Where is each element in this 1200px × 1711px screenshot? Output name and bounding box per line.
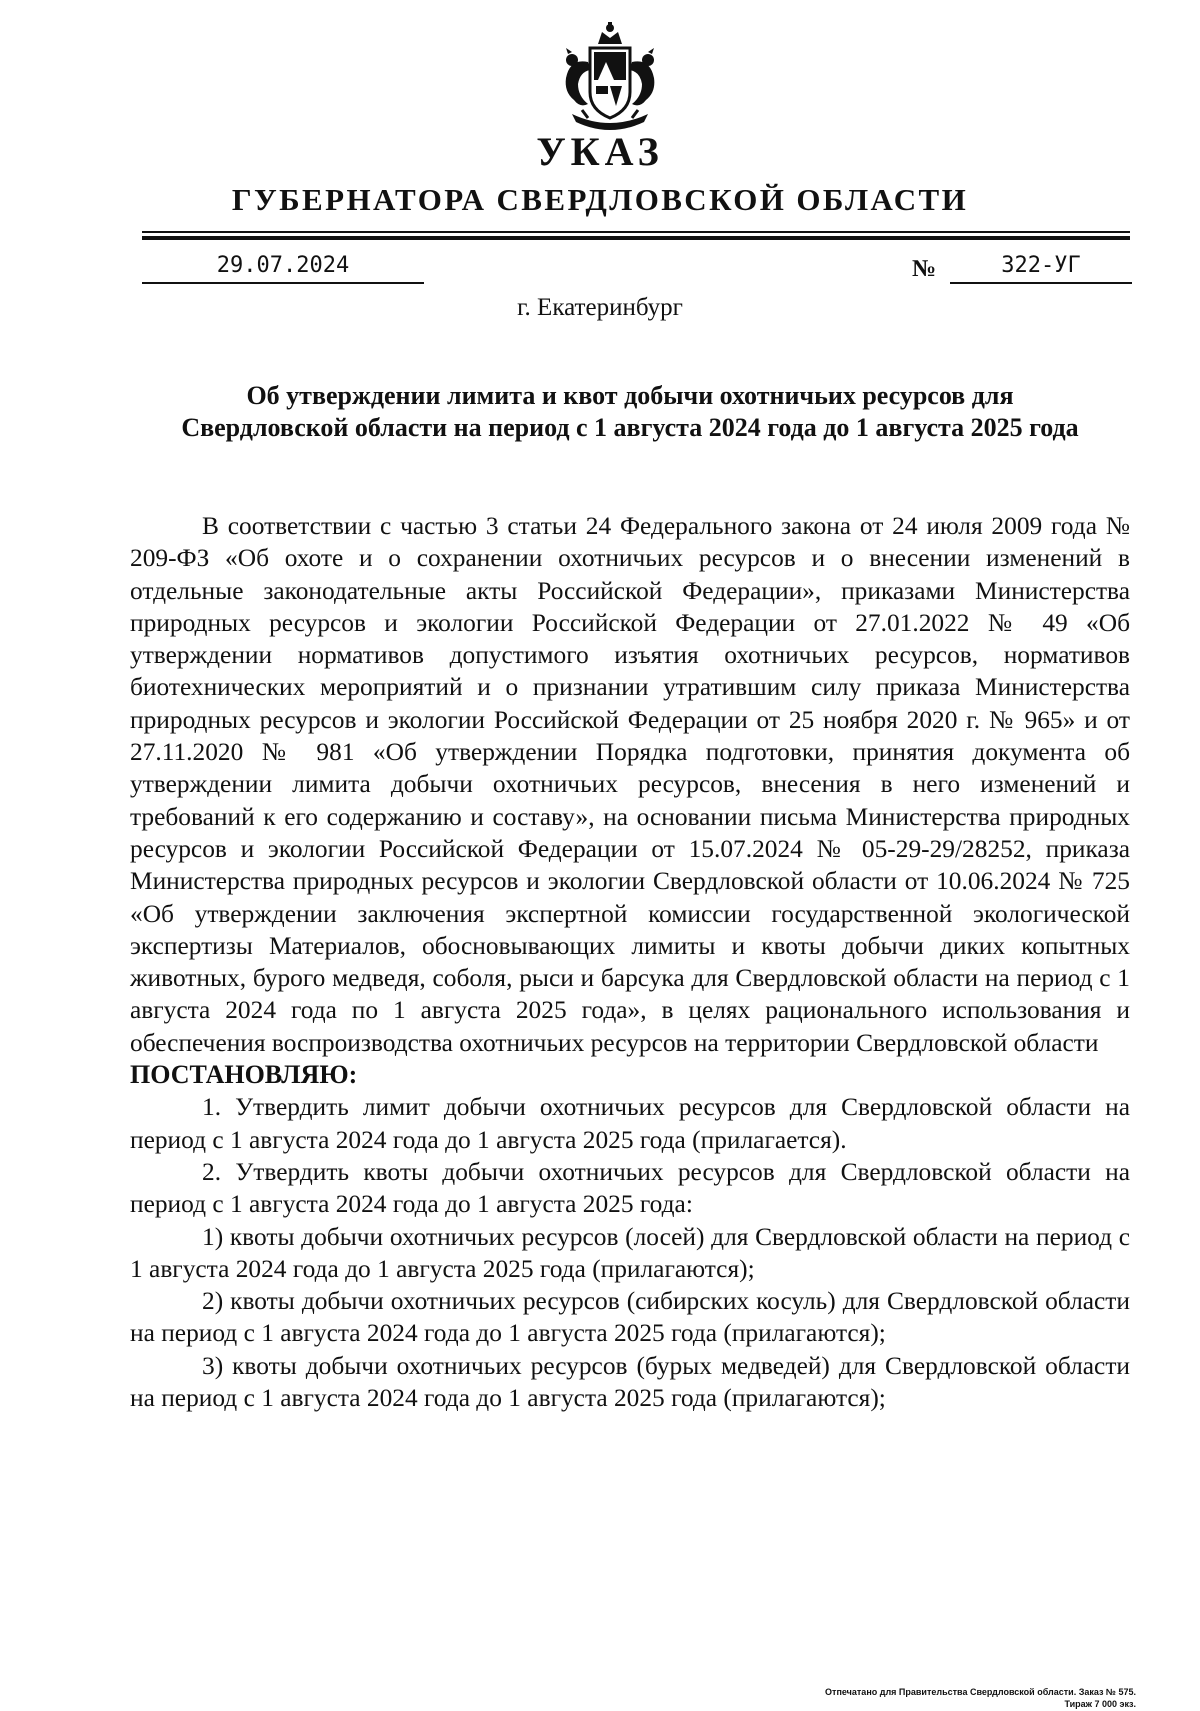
item-paragraph: 1. Утвердить лимит добычи охотничьих ресурсов для Свердловской области на период с 1 августа 2024 года до 1 августа 2025 года (прилагается). xyxy=(130,1093,1130,1154)
coat-of-arms-icon xyxy=(558,22,662,132)
header-divider-thick xyxy=(142,236,1130,240)
item-paragraph: 2. Утвердить квоты добычи охотничьих ресурсов для Свердловской области на период с 1 августа 2024 года до 1 августа 2025 года: xyxy=(130,1157,1130,1219)
subitem-paragraph: 1) квоты добычи охотничьих ресурсов (лосей) для Свердловской области на период с 1 августа 2024 года до 1 августа 2025 года (прилагаются); xyxy=(130,1222,1130,1283)
document-body xyxy=(130,510,1130,1414)
document-number: 322-УГ xyxy=(950,252,1132,284)
preamble-paragraph: В соответствии с частью 3 статьи 24 Федерального закона от 24 июля 2009 года № 209-ФЗ «Об охоте и о сохранении охотничьих ресурсов и о внесении изменений в отдельные законодательные акты Российской Федерации», приказами Министерства природных ресурсов и экологии Российской Федерации от 27.01.2022 № 49 «Об утверждении нормативов допустимого изъятия охотничьих ресурсов, нормативов биотехнических мероприятий и о признании утратившим силу приказа Министерства природных ресурсов и экологии Российской Федерации от 25 ноября 2020 г. № 965» и от 27.11.2020 № 981 «Об утверждении Порядка подготовки, принятия документа об утверждении лимита добычи охотничьих ресурсов, внесения в него изменений и требований к его содержанию и составу», на основании письма Министерства природных ресурсов и экологии Российской Федерации от 15.07.2024 № 05-29-29/28252, приказа Министерства природных ресурсов и экологии Свердловской области от 10.06.2024 № 725 «Об утверждении заключения экспертной комиссии государственной экологической экспертизы Материалов, обосновывающих лимиты и квоты добычи диких копытных животных, бурого медведя, соболя, рыси и барсука для Свердловской области на период с 1 августа 2024 года по 1 августа 2025 года», в целях рационального использования и обеспечения воспроизводства охотничьих ресурсов на территории Свердловской области xyxy=(130,512,1130,1057)
document-subtitle: ГУБЕРНАТОРА СВЕРДЛОВСКОЙ ОБЛАСТИ xyxy=(231,182,969,217)
subitem-paragraph: 2) квоты добычи охотничьих ресурсов (сибирских косуль) для Свердловской области на период с 1 августа 2024 года до 1 августа 2025 года (прилагаются); xyxy=(130,1287,1130,1348)
decree-word: ПОСТАНОВЛЯЮ: xyxy=(130,1060,358,1090)
document-title: УКАЗ xyxy=(536,129,664,174)
subitem-paragraph: 3) квоты добычи охотничьих ресурсов (бурых медведей) для Свердловской области на период с 1 августа 2024 года до 1 августа 2025 года (прилагаются); xyxy=(130,1351,1130,1413)
header-divider-thin xyxy=(142,231,1130,233)
print-note: Отпечатано для Правительства Свердловской области. Заказ № 575. Тираж 7 000 экз. xyxy=(825,1687,1136,1709)
heading-line-1: Об утверждении лимита и квот добычи охотничьих ресурсов для xyxy=(246,381,1014,410)
document-date: 29.07.2024 xyxy=(142,252,424,284)
number-sign: № xyxy=(912,256,937,282)
heading-line-2: Свердловской области на период с 1 августа 2024 года до 1 августа 2025 года xyxy=(181,413,1079,442)
city-label: г. Екатеринбург xyxy=(517,294,683,321)
document-heading xyxy=(130,380,1130,444)
